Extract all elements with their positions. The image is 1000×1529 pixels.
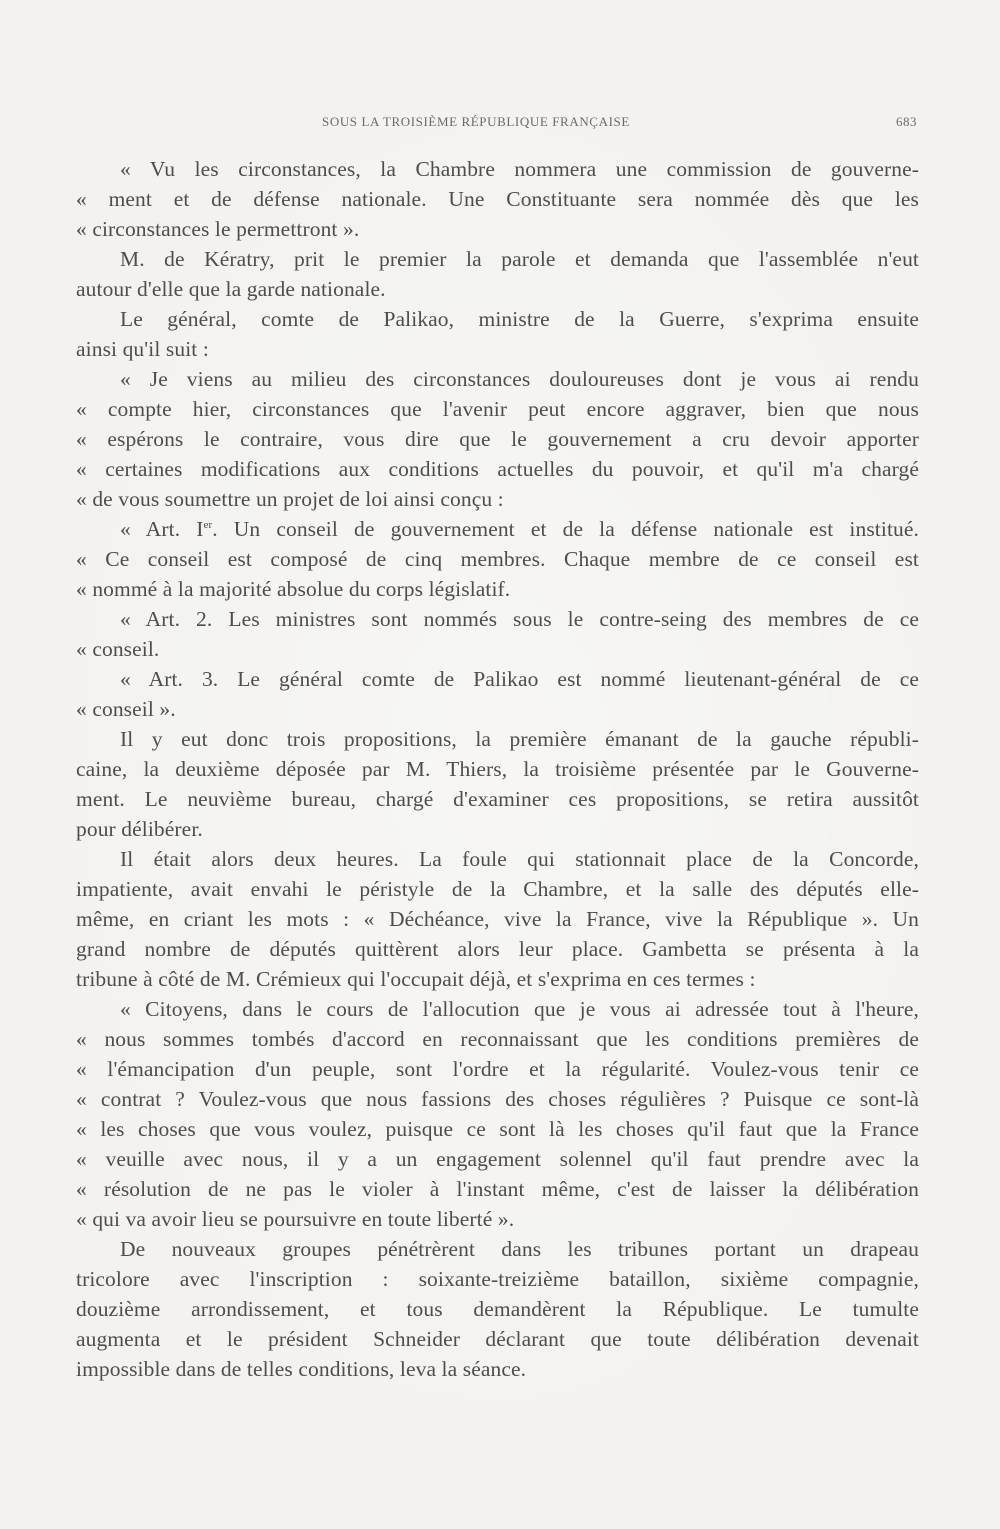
page-number: 683: [896, 114, 917, 129]
text-line: « veuille avec nous, il y a un engagement solennel qu'il faut prendre avec la: [76, 1147, 919, 1171]
text-line: « contrat ? Voulez-vous que nous fassions des choses régulières ? Puisque ce sont-là: [76, 1087, 919, 1111]
text-line: impatiente, avait envahi le péristyle de la Chambre, et la salle des députés elle-: [76, 877, 919, 901]
text-line: « l'émancipation d'un peuple, sont l'ordre et la régularité. Voulez-vous tenir ce: [76, 1057, 919, 1081]
text-line: impossible dans de telles conditions, leva la séance.: [76, 1357, 527, 1381]
text-line: « résolution de ne pas le violer à l'instant même, c'est de laisser la délibération: [76, 1177, 919, 1201]
text-line: grand nombre de députés quittèrent alors leur place. Gambetta se présenta à la: [76, 937, 919, 961]
text-line: « Art. 2. Les ministres sont nommés sous le contre-seing des membres de ce: [120, 607, 919, 631]
text-line: Le général, comte de Palikao, ministre de la Guerre, s'exprima ensuite: [120, 307, 919, 331]
text-line: tricolore avec l'inscription : soixante-treizième bataillon, sixième compagnie,: [76, 1267, 919, 1291]
text-line: « compte hier, circonstances que l'avenir peut encore aggraver, bien que nous: [76, 397, 919, 421]
text-line: « conseil.: [76, 637, 160, 661]
text-line: Il y eut donc trois propositions, la première émanant de la gauche républi-: [120, 727, 919, 751]
text-line: « Art. 3. Le général comte de Palikao est nommé lieutenant-général de ce: [120, 667, 919, 691]
text-line: « Citoyens, dans le cours de l'allocution que je vous ai adressée tout à l'heure,: [120, 997, 919, 1021]
text-line: « espérons le contraire, vous dire que le gouvernement a cru devoir apporter: [76, 427, 919, 451]
text-line: « circonstances le permettront ».: [76, 217, 360, 241]
text-line: M. de Kératry, prit le premier la parole et demanda que l'assemblée n'eut: [120, 247, 919, 271]
text-line: Il était alors deux heures. La foule qui stationnait place de la Concorde,: [120, 847, 919, 871]
body-text: [76, 154, 919, 1384]
text-line: « les choses que vous voulez, puisque ce sont là les choses qu'il faut que la France: [76, 1117, 919, 1141]
text-line: « nous sommes tombés d'accord en reconnaissant que les conditions premières de: [76, 1027, 919, 1051]
text-line: De nouveaux groupes pénétrèrent dans les tribunes portant un drapeau: [120, 1237, 919, 1261]
text-line: caine, la deuxième déposée par M. Thiers, la troisième présentée par le Gouverne-: [76, 757, 919, 781]
text-line: « Ce conseil est composé de cinq membres. Chaque membre de ce conseil est: [76, 547, 919, 571]
text-line: « qui va avoir lieu se poursuivre en toute liberté ».: [76, 1207, 515, 1231]
text-line: « Je viens au milieu des circonstances douloureuses dont je vous ai rendu: [120, 367, 919, 391]
running-head: [0, 114, 1000, 138]
text-line: autour d'elle que la garde nationale.: [76, 277, 386, 301]
text-line: même, en criant les mots : « Déchéance, vive la France, vive la République ». Un: [76, 907, 919, 931]
text-line: tribune à côté de M. Crémieux qui l'occupait déjà, et s'exprima en ces termes :: [76, 967, 756, 991]
text-line: « certaines modifications aux conditions actuelles du pouvoir, et qu'il m'a chargé: [76, 457, 919, 481]
running-title: SOUS LA TROISIÈME RÉPUBLIQUE FRANÇAISE: [322, 114, 630, 129]
text-line: augmenta et le président Schneider déclarant que toute délibération devenait: [76, 1327, 919, 1351]
text-line: douzième arrondissement, et tous demandèrent la République. Le tumulte: [76, 1297, 919, 1321]
text-line: ainsi qu'il suit :: [76, 337, 209, 361]
text-line: « nommé à la majorité absolue du corps législatif.: [76, 577, 511, 601]
text-line: « de vous soumettre un projet de loi ainsi conçu :: [76, 487, 504, 511]
text-line: pour délibérer.: [76, 817, 203, 841]
text-line: « Art. Ier. Un conseil de gouvernement et de la défense nationale est institué.: [120, 517, 919, 541]
text-line: ment. Le neuvième bureau, chargé d'examiner ces propositions, se retira aussitôt: [76, 787, 919, 811]
text-line: « conseil ».: [76, 697, 176, 721]
text-line: « ment et de défense nationale. Une Constituante sera nommée dès que les: [76, 187, 919, 211]
text-line: « Vu les circonstances, la Chambre nommera une commission de gouverne-: [120, 157, 919, 181]
